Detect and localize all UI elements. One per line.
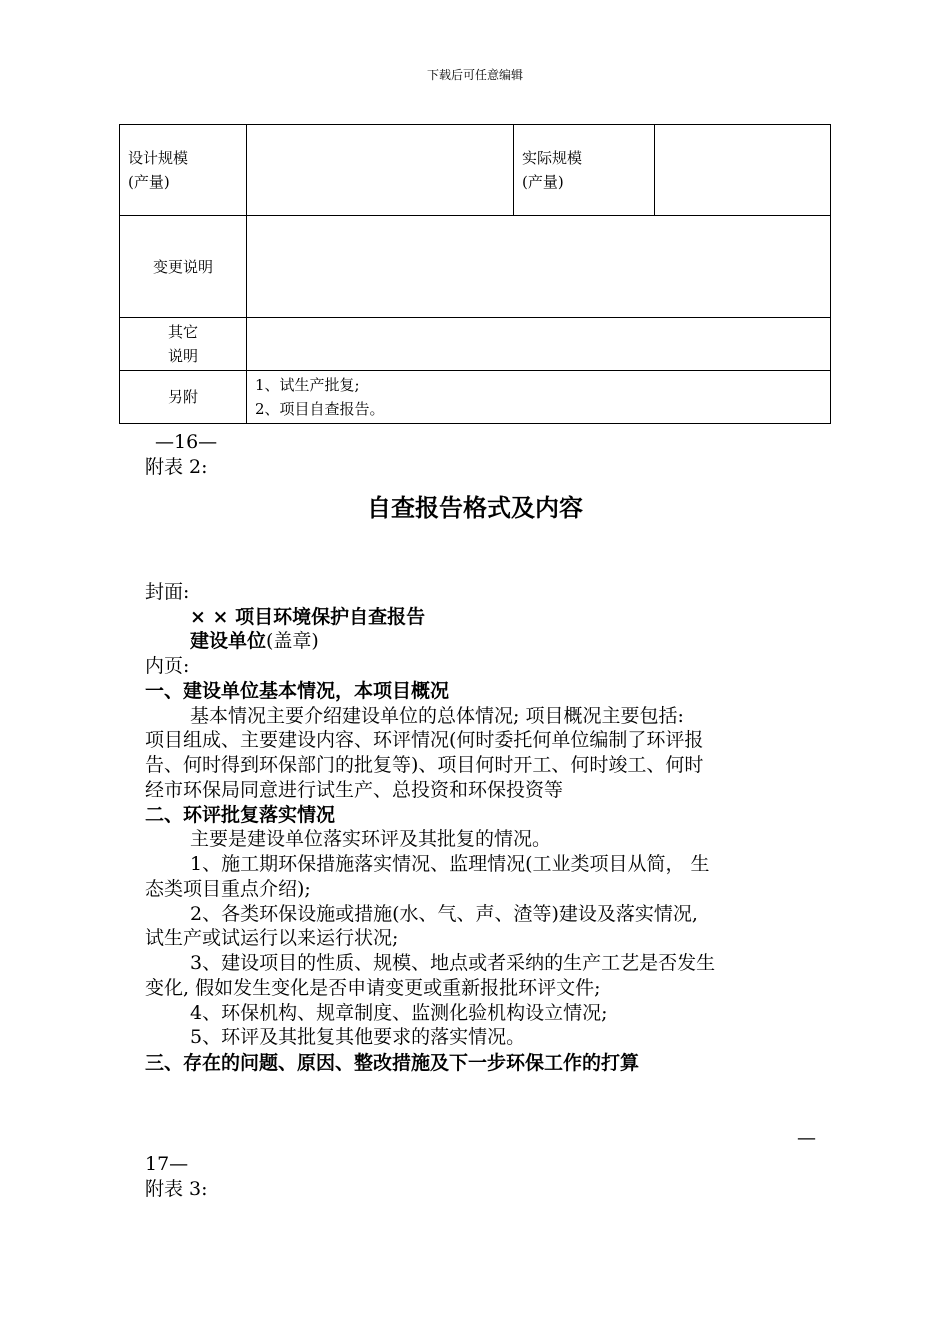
appendix-3-label: 附表 3: (145, 1178, 208, 1200)
attach-item: 2、项目自查报告。 (255, 400, 385, 418)
header-note: 下载后可任意编辑 (426, 68, 523, 82)
page-number-16: —16— (155, 431, 218, 453)
other-label: 其它 说明 (120, 318, 247, 371)
table-row-scale (120, 125, 831, 216)
actual-scale-value[interactable] (655, 125, 831, 216)
section-2-line: 主要是建设单位落实环评及其批复的情况。 (190, 828, 552, 850)
section-2-line: 2、各类环保设施或措施(水、气、声、渣等)建设及落实情况, (190, 903, 698, 925)
design-scale-value[interactable] (247, 125, 514, 216)
section-1-line: 经市环保局同意进行试生产、总投资和环保投资等 (145, 779, 564, 801)
section-2-line: 1、施工期环保措施落实情况、监理情况(工业类项目从简， 生 (190, 853, 710, 875)
section-1-line: 项目组成、主要建设内容、环评情况(何时委托何单位编制了环评报 (145, 729, 704, 751)
actual-scale-label: 实际规模 (产量) (514, 125, 655, 216)
section-2-line: 3、建设项目的性质、规模、地点或者采纳的生产工艺是否发生 (190, 952, 716, 974)
cover-report-title: × × 项目环境保护自查报告 (190, 606, 426, 628)
section-2-line: 试生产或试运行以来运行状况; (145, 927, 399, 949)
design-scale-label: 设计规模 (产量) (120, 125, 247, 216)
acceptance-form-table (119, 124, 831, 424)
cover-unit-line: 建设单位(盖章) (190, 630, 319, 652)
page-number-17: 17— (145, 1153, 189, 1175)
table-row-attach (120, 371, 831, 424)
inner-label: 内页: (145, 655, 190, 677)
section-3-heading: 三、存在的问题、原因、整改措施及下一步环保工作的打算 (145, 1052, 640, 1074)
section-2-line: 态类项目重点介绍); (145, 878, 311, 900)
attach-item: 1、试生产批复; (255, 376, 360, 394)
section-2-line: 4、环保机构、规章制度、监测化验机构设立情况; (190, 1002, 608, 1024)
table-row-change (120, 216, 831, 318)
section-2-line: 变化, 假如发生变化是否申请变更或重新报批环评文件; (145, 977, 601, 999)
change-label: 变更说明 (120, 216, 247, 318)
section-2-heading: 二、环评批复落实情况 (145, 804, 336, 826)
change-value[interactable] (247, 216, 831, 318)
section-2-line: 5、环评及其批复其他要求的落实情况。 (190, 1026, 526, 1048)
section-1-line: 告、何时得到环保部门的批复等)、项目何时开工、何时竣工、何时 (145, 754, 704, 776)
table-row-other (120, 318, 831, 371)
attach-items (247, 371, 831, 424)
appendix-2-label: 附表 2: (145, 456, 208, 478)
cover-label: 封面: (145, 581, 190, 603)
section-1-line: 基本情况主要介绍建设单位的总体情况; 项目概况主要包括: (190, 705, 684, 727)
section-1-heading: 一、建设单位基本情况，本项目概况 (145, 680, 450, 702)
page-number-17-dash: — (797, 1127, 816, 1149)
attach-label: 另附 (120, 371, 247, 424)
other-value[interactable] (247, 318, 831, 371)
page-title: 自查报告格式及内容 (367, 493, 583, 522)
